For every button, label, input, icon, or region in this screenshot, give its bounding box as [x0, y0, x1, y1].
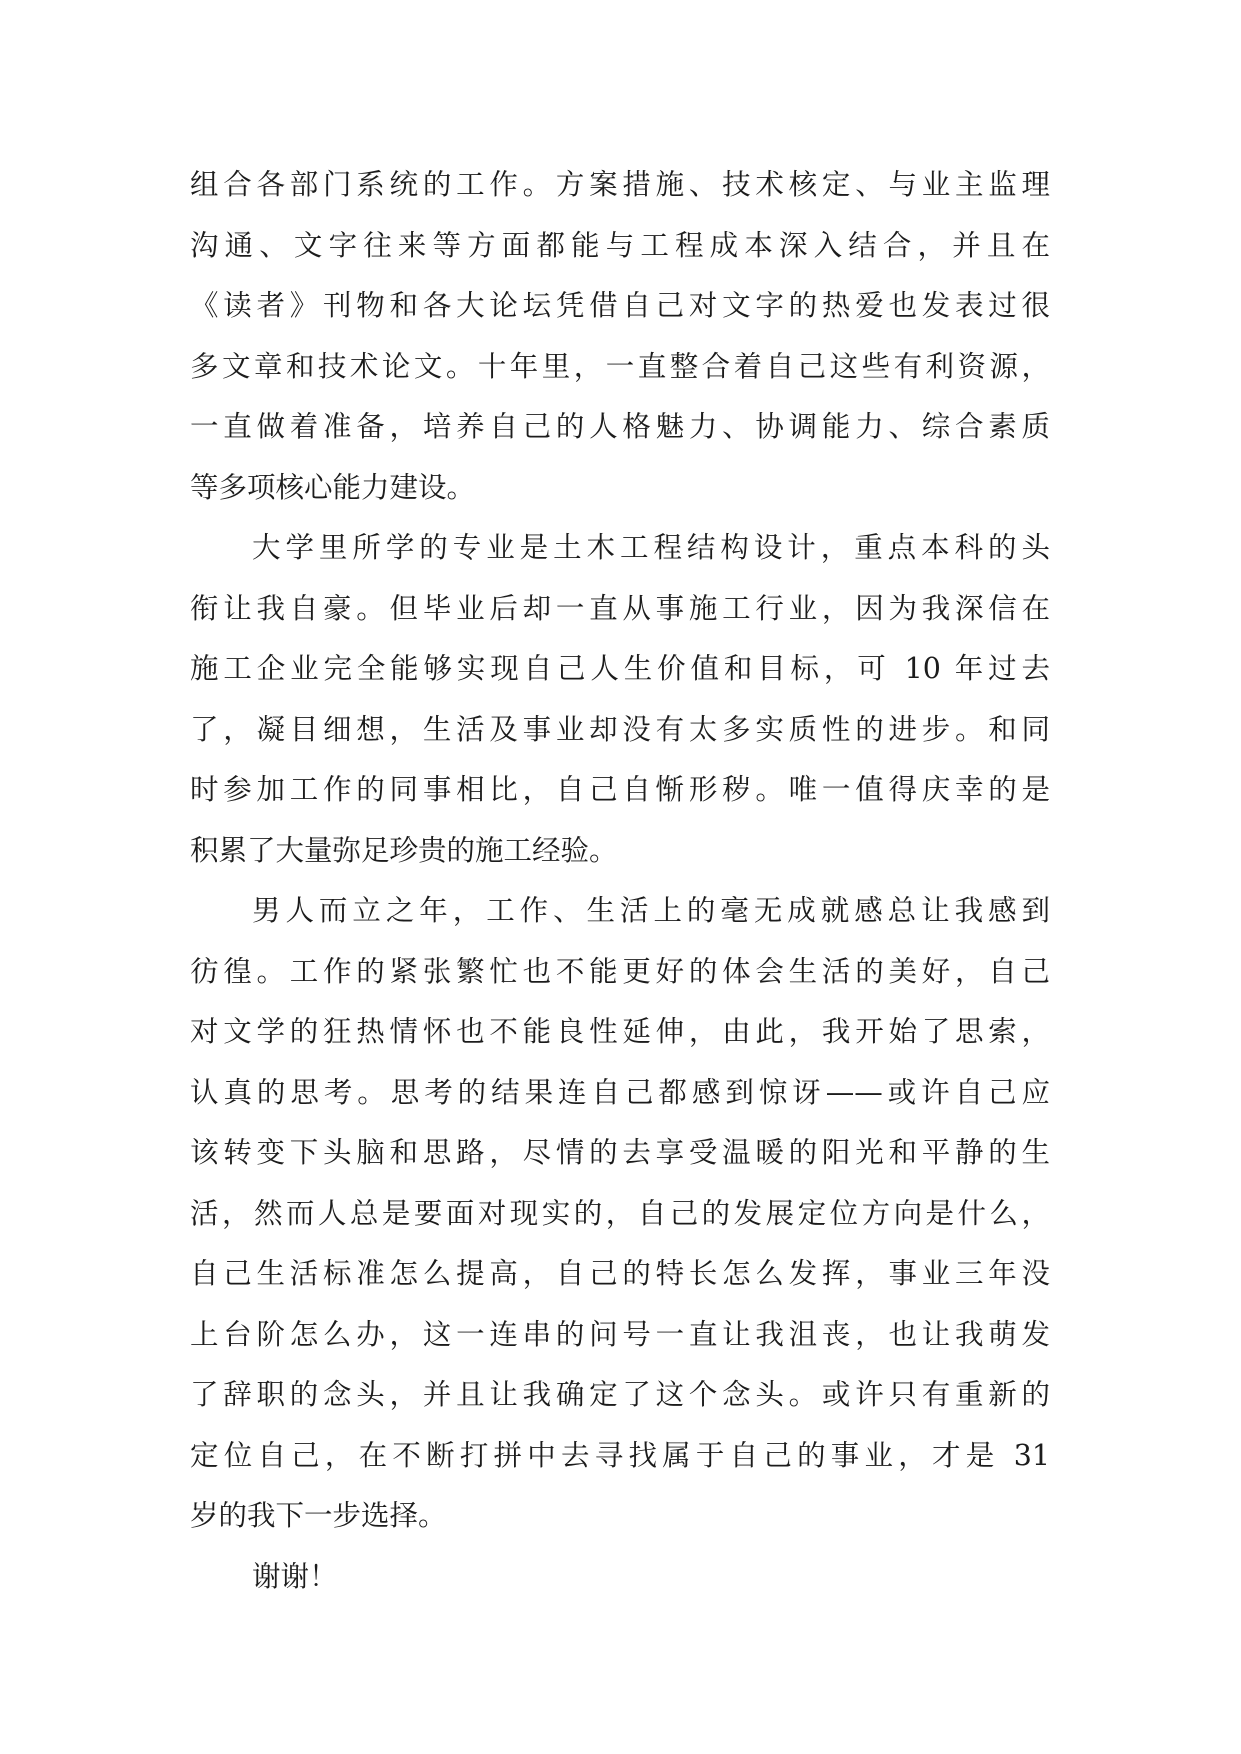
document-body — [190, 155, 1050, 1607]
text-line: 《读者》刊物和各大论坛凭借自己对文字的热爱也发表过很 — [190, 289, 1050, 322]
text-line: 沟通、文字往来等方面都能与工程成本深入结合，并且在 — [190, 228, 1050, 262]
text-line: 施工企业完全能够实现自己人生价值和目标，可 10 年过去 — [190, 652, 1050, 685]
text-line: 衔让我自豪。但毕业后却一直从事施工行业，因为我深信在 — [190, 591, 1050, 625]
text-line: 自己生活标准怎么提高，自己的特长怎么发挥，事业三年没 — [190, 1257, 1050, 1290]
text-line: 了，凝目细想，生活及事业却没有太多实质性的进步。和同 — [190, 712, 1050, 746]
text-line: 了辞职的念头，并且让我确定了这个念头。或许只有重新的 — [190, 1378, 1050, 1411]
text-line: 男人而立之年，工作、生活上的毫无成就感总让我感到 — [252, 894, 1050, 927]
text-line: 积累了大量弥足珍贵的施工经验。 — [190, 833, 618, 867]
text-line: 对文学的狂热情怀也不能良性延伸，由此，我开始了思索， — [190, 1015, 1050, 1048]
text-line: 定位自己，在不断打拼中去寻找属于自己的事业，才是 31 — [190, 1438, 1050, 1472]
paragraph — [190, 518, 1050, 881]
text-line: 组合各部门系统的工作。方案措施、技术核定、与业主监理 — [190, 168, 1050, 201]
text-line: 彷徨。工作的紧张繁忙也不能更好的体会生活的美好，自己 — [190, 954, 1050, 988]
text-line: 该转变下头脑和思路，尽情的去享受温暖的阳光和平静的生 — [190, 1136, 1050, 1169]
paragraph — [190, 155, 1050, 518]
text-line: 活，然而人总是要面对现实的，自己的发展定位方向是什么， — [190, 1196, 1050, 1230]
paragraph — [190, 881, 1050, 1547]
text-line: 时参加工作的同事相比，自己自惭形秽。唯一值得庆幸的是 — [190, 773, 1050, 806]
text-line: 上台阶怎么办，这一连串的问号一直让我沮丧，也让我萌发 — [190, 1317, 1050, 1351]
text-line: 等多项核心能力建设。 — [190, 470, 476, 504]
text-line: 岁的我下一步选择。 — [190, 1499, 447, 1532]
paragraph — [190, 1547, 1050, 1608]
text-line: 认真的思考。思考的结果连自己都感到惊讶——或许自己应 — [190, 1075, 1050, 1109]
text-line: 一直做着准备，培养自己的人格魅力、协调能力、综合素质 — [190, 410, 1050, 443]
text-line: 多文章和技术论文。十年里，一直整合着自己这些有利资源， — [190, 349, 1050, 383]
text-line: 大学里所学的专业是土木工程结构设计，重点本科的头 — [252, 531, 1050, 564]
text-line: 谢谢！ — [252, 1559, 338, 1593]
